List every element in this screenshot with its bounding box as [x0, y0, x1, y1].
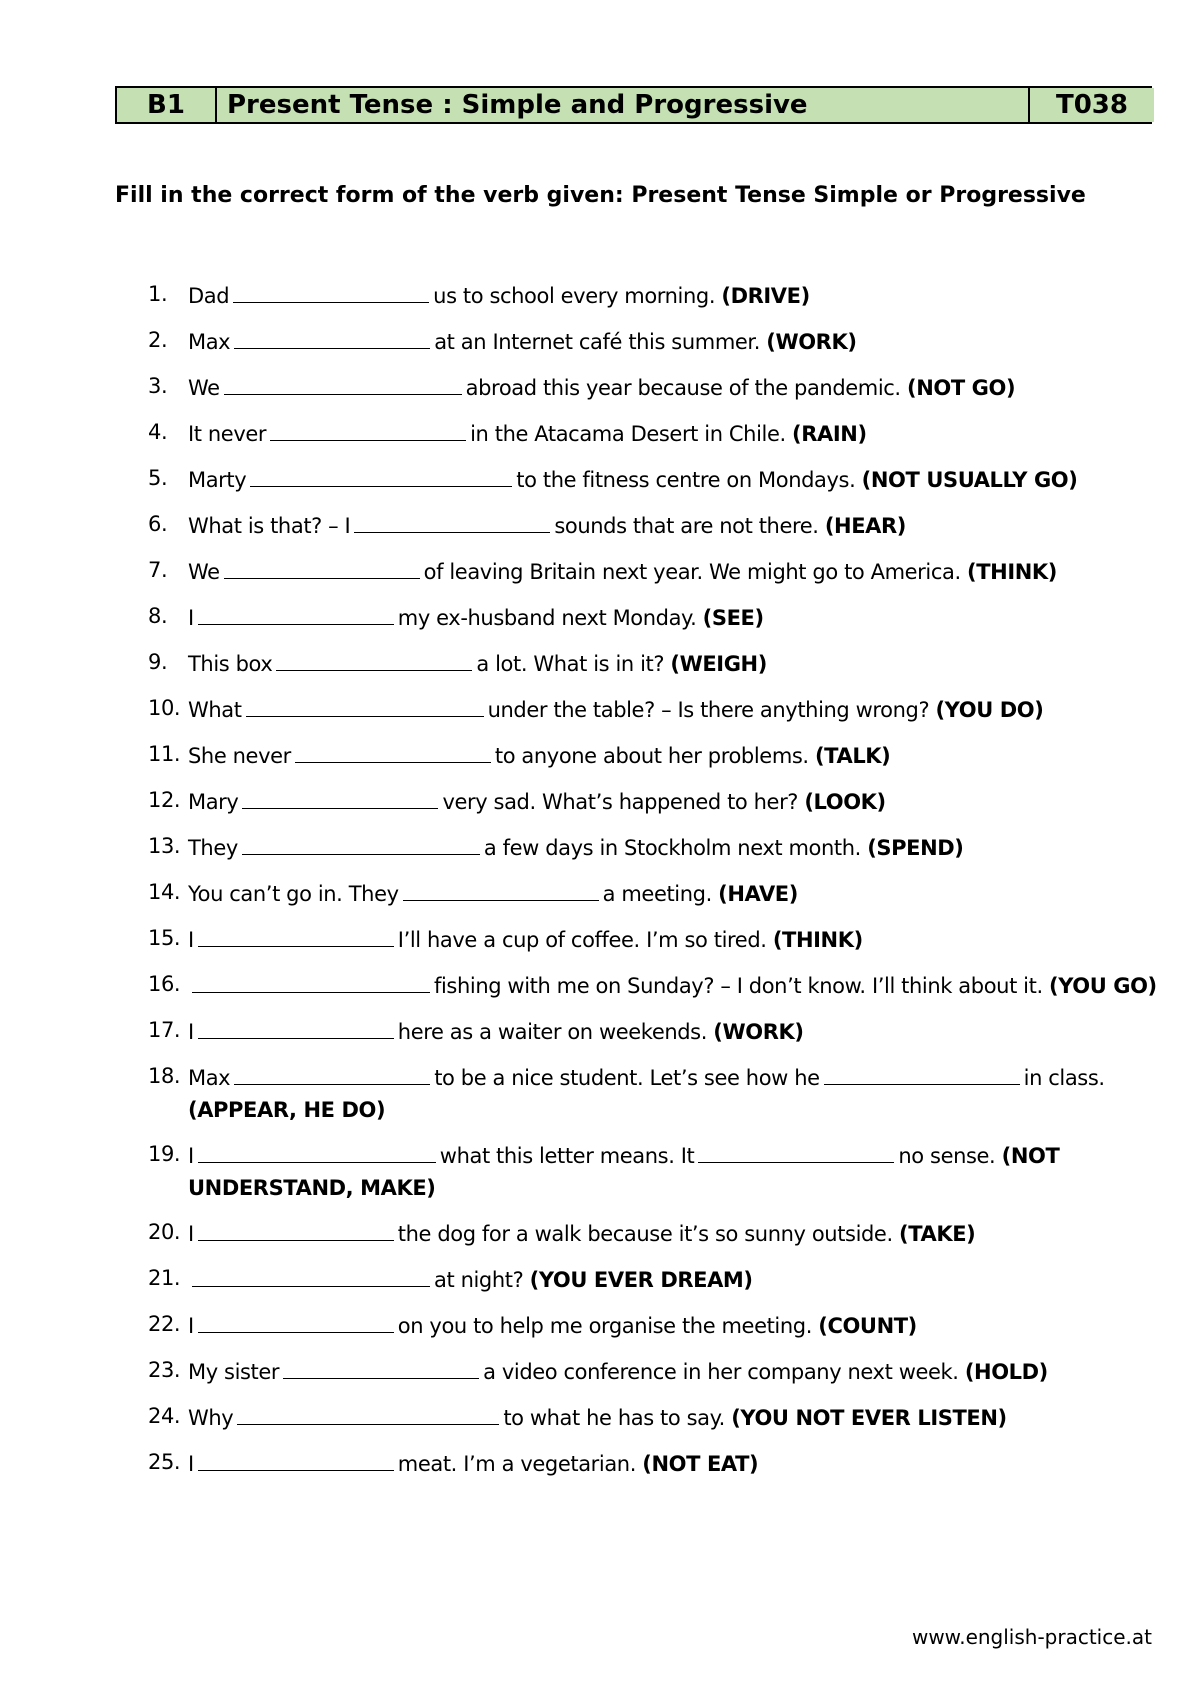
- exercise-text-before: They: [188, 836, 238, 860]
- exercise-number: 24.: [148, 1404, 181, 1428]
- verb-hint: (NOT EAT): [642, 1452, 759, 1476]
- verb-hint: (APPEAR, HE DO): [188, 1098, 386, 1122]
- exercise-number: 19.: [148, 1142, 181, 1166]
- footer-url: www.english-practice.at: [911, 1625, 1152, 1649]
- exercise-text-after: in class.: [1023, 1066, 1105, 1090]
- verb-hint: (LOOK): [804, 790, 886, 814]
- exercise-text-before: I: [188, 928, 194, 952]
- exercise-text: my ex-husband next Monday.: [397, 606, 697, 630]
- worksheet-header: [115, 86, 1152, 124]
- exercise-number: 1.: [148, 282, 168, 306]
- exercise-text-before: Mary: [188, 790, 239, 814]
- verb-hint: (RAIN): [792, 422, 867, 446]
- exercise-item: [148, 1400, 1158, 1434]
- answer-blank[interactable]: [698, 1138, 894, 1163]
- answer-blank[interactable]: [295, 738, 491, 763]
- exercise-text: a few days in Stockholm next month.: [483, 836, 861, 860]
- answer-blank[interactable]: [198, 1446, 394, 1471]
- verb-hint: (HAVE): [718, 882, 798, 906]
- exercise-number: 12.: [148, 788, 181, 812]
- answer-blank[interactable]: [234, 324, 430, 349]
- answer-blank[interactable]: [283, 1354, 479, 1379]
- exercise-item: [148, 554, 1158, 588]
- exercise-number: 8.: [148, 604, 168, 628]
- exercise-text-after: no sense.: [898, 1144, 996, 1168]
- exercise-text-before: She never: [188, 744, 291, 768]
- exercise-number: 22.: [148, 1312, 181, 1336]
- exercise-text: in the Atacama Desert in Chile.: [470, 422, 786, 446]
- verb-hint: (THINK): [967, 560, 1057, 584]
- exercise-number: 5.: [148, 466, 168, 490]
- exercise-text: a lot. What is in it?: [476, 652, 665, 676]
- answer-blank[interactable]: [354, 508, 550, 533]
- exercise-item: [148, 416, 1158, 450]
- answer-blank[interactable]: [237, 1400, 499, 1425]
- answer-blank[interactable]: [250, 462, 512, 487]
- verb-hint: (YOU NOT EVER LISTEN): [731, 1406, 1007, 1430]
- verb-hint: (WORK): [766, 330, 857, 354]
- exercise-number: 7.: [148, 558, 168, 582]
- exercise-text: to what he has to say.: [503, 1406, 725, 1430]
- verb-hint: (WORK): [713, 1020, 804, 1044]
- exercise-item: [148, 324, 1158, 358]
- exercise-text: I’ll have a cup of coffee. I’m so tired.: [397, 928, 767, 952]
- exercise-text-before: This box: [188, 652, 273, 676]
- exercise-item: [148, 830, 1158, 864]
- exercise-number: 2.: [148, 328, 168, 352]
- verb-hint: (SPEND): [867, 836, 964, 860]
- exercise-item: [148, 1014, 1158, 1048]
- exercise-number: 15.: [148, 926, 181, 950]
- exercise-item: [148, 462, 1158, 496]
- exercise-text-before: Why: [188, 1406, 234, 1430]
- exercise-text-before: I: [188, 1314, 194, 1338]
- exercise-text-before: Dad: [188, 284, 230, 308]
- exercise-text: a video conference in her company next week.: [483, 1360, 959, 1384]
- verb-hint: (YOU EVER DREAM): [529, 1268, 753, 1292]
- verb-hint: (TAKE): [899, 1222, 976, 1246]
- answer-blank[interactable]: [403, 876, 599, 901]
- exercise-item: [148, 692, 1158, 726]
- exercise-text: to be a nice student. Let’s see how he: [434, 1066, 820, 1090]
- answer-blank[interactable]: [224, 370, 462, 395]
- answer-blank[interactable]: [198, 1014, 394, 1039]
- exercise-number: 20.: [148, 1220, 181, 1244]
- exercise-number: 25.: [148, 1450, 181, 1474]
- exercise-item: [148, 784, 1158, 818]
- answer-blank[interactable]: [234, 1060, 430, 1085]
- verb-hint: (NOT USUALLY GO): [861, 468, 1078, 492]
- verb-hint: (DRIVE): [721, 284, 810, 308]
- exercise-text: at night?: [434, 1268, 524, 1292]
- verb-hint: (WEIGH): [670, 652, 767, 676]
- exercise-text: abroad this year because of the pandemic.: [465, 376, 901, 400]
- exercise-text: under the table? – Is there anything wrong?: [487, 698, 930, 722]
- exercise-text-before: What: [188, 698, 242, 722]
- exercise-number: 16.: [148, 972, 181, 996]
- answer-blank[interactable]: [242, 830, 480, 855]
- verb-hint: (HEAR): [824, 514, 906, 538]
- exercise-text-before: We: [188, 560, 220, 584]
- level-label: B1: [117, 88, 215, 122]
- exercise-item: [148, 278, 1158, 312]
- exercise-text: of leaving Britain next year. We might go to America.: [423, 560, 961, 584]
- exercise-item: [148, 1216, 1158, 1250]
- exercise-text: a meeting.: [602, 882, 712, 906]
- verb-hint: (NOT UNDERSTAND, MAKE): [188, 1144, 1060, 1200]
- answer-blank[interactable]: [270, 416, 466, 441]
- exercise-text: here as a waiter on weekends.: [397, 1020, 708, 1044]
- exercise-text: meat. I’m a vegetarian.: [397, 1452, 636, 1476]
- exercise-number: 10.: [148, 696, 181, 720]
- exercise-number: 9.: [148, 650, 168, 674]
- exercise-item: [148, 1446, 1158, 1480]
- exercise-text-before: I: [188, 1144, 194, 1168]
- answer-blank[interactable]: [198, 1216, 394, 1241]
- exercise-item: [148, 508, 1158, 542]
- answer-blank[interactable]: [246, 692, 484, 717]
- worksheet-title: Present Tense : Simple and Progressive: [215, 88, 1028, 122]
- exercise-number: 13.: [148, 834, 181, 858]
- exercise-item: [148, 876, 1158, 910]
- exercise-number: 11.: [148, 742, 181, 766]
- exercise-text-before: What is that? – I: [188, 514, 351, 538]
- exercise-item: [148, 738, 1158, 772]
- exercise-text: at an Internet café this summer.: [434, 330, 760, 354]
- exercise-text-before: It never: [188, 422, 267, 446]
- exercise-text-before: I: [188, 1020, 194, 1044]
- exercise-text: to the fitness centre on Mondays.: [516, 468, 856, 492]
- verb-hint: (YOU GO): [1049, 974, 1157, 998]
- exercise-item: [148, 1308, 1158, 1342]
- answer-blank[interactable]: [198, 600, 394, 625]
- exercise-number: 3.: [148, 374, 168, 398]
- worksheet-code: T038: [1028, 88, 1154, 122]
- answer-blank[interactable]: [233, 278, 429, 303]
- exercise-number: 23.: [148, 1358, 181, 1382]
- answer-blank[interactable]: [198, 1308, 394, 1333]
- answer-blank[interactable]: [192, 968, 430, 993]
- exercise-text-before: We: [188, 376, 220, 400]
- exercise-text: on you to help me organise the meeting.: [397, 1314, 812, 1338]
- exercise-number: 18.: [148, 1064, 181, 1088]
- exercise-text-before: My sister: [188, 1360, 280, 1384]
- verb-hint: (SEE): [702, 606, 764, 630]
- exercise-text-before: I: [188, 606, 194, 630]
- answer-blank[interactable]: [192, 1262, 430, 1287]
- exercise-number: 21.: [148, 1266, 181, 1290]
- exercise-text: the dog for a walk because it’s so sunny outside.: [397, 1222, 893, 1246]
- exercise-text-before: I: [188, 1222, 194, 1246]
- exercise-text-before: Max: [188, 1066, 231, 1090]
- exercise-text: what this letter means. It: [439, 1144, 695, 1168]
- exercise-number: 6.: [148, 512, 168, 536]
- exercise-text-before: Max: [188, 330, 231, 354]
- exercise-number: 4.: [148, 420, 168, 444]
- answer-blank[interactable]: [198, 922, 394, 947]
- answer-blank[interactable]: [276, 646, 472, 671]
- answer-blank[interactable]: [224, 554, 420, 579]
- answer-blank[interactable]: [824, 1060, 1020, 1085]
- exercise-text-before: Marty: [188, 468, 247, 492]
- verb-hint: (HOLD): [964, 1360, 1048, 1384]
- exercise-item: [148, 600, 1158, 634]
- exercise-text: us to school every morning.: [433, 284, 716, 308]
- exercise-list: [148, 278, 1158, 1492]
- exercise-item: [148, 968, 1158, 1002]
- exercise-item: [148, 646, 1158, 680]
- exercise-text-before: I: [188, 1452, 194, 1476]
- verb-hint: (TALK): [814, 744, 891, 768]
- exercise-item: [148, 922, 1158, 956]
- verb-hint: (COUNT): [818, 1314, 917, 1338]
- exercise-item: [148, 370, 1158, 404]
- instruction: Fill in the correct form of the verb given: Present Tense Simple or Progressive: [115, 183, 1086, 208]
- exercise-text-before: You can’t go in. They: [188, 882, 399, 906]
- exercise-text: very sad. What’s happened to her?: [442, 790, 799, 814]
- exercise-number: 14.: [148, 880, 181, 904]
- exercise-item: [148, 1138, 1158, 1204]
- exercise-text: fishing with me on Sunday? – I don’t know. I’ll think about it.: [434, 974, 1043, 998]
- verb-hint: (THINK): [772, 928, 863, 952]
- verb-hint: (NOT GO): [907, 376, 1016, 400]
- answer-blank[interactable]: [198, 1138, 436, 1163]
- exercise-text: to anyone about her problems.: [494, 744, 809, 768]
- exercise-item: [148, 1262, 1158, 1296]
- exercise-text: sounds that are not there.: [554, 514, 819, 538]
- exercise-number: 17.: [148, 1018, 181, 1042]
- exercise-item: [148, 1060, 1158, 1126]
- answer-blank[interactable]: [242, 784, 438, 809]
- exercise-item: [148, 1354, 1158, 1388]
- verb-hint: (YOU DO): [935, 698, 1044, 722]
